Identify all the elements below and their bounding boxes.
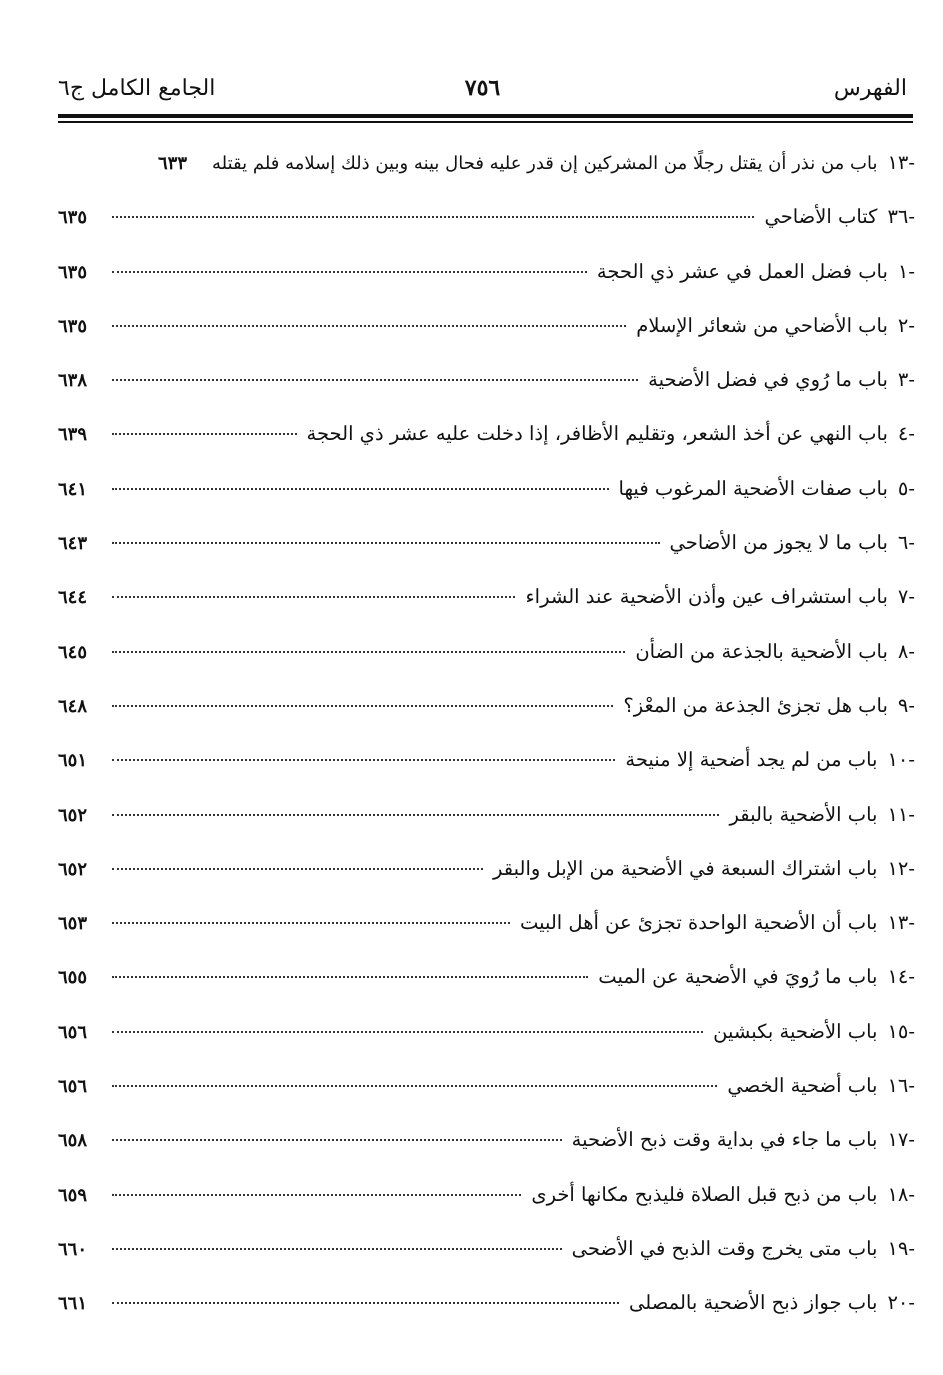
entry-leader-dots	[112, 378, 638, 381]
entry-leader-dots	[112, 921, 510, 924]
index-entry	[58, 950, 915, 1004]
entry-number: -٤	[897, 422, 915, 446]
entry-leader-dots	[112, 270, 587, 273]
entry-page: ٦٤٣	[58, 533, 88, 555]
index-entry	[58, 1168, 915, 1222]
header-section-title: الفهرس	[833, 75, 907, 101]
entry-title: باب هل تجزئ الجذعة من المعْز؟	[623, 693, 888, 717]
index-entry	[58, 1276, 915, 1330]
entry-title: باب أضحية الخصي	[727, 1074, 878, 1098]
entry-title: باب اشتراك السبعة في الأضحية من الإبل والبقر	[493, 856, 878, 880]
entry-title: باب ما رُويَ في الأضحية عن الميت	[598, 965, 878, 989]
entry-leader-dots	[112, 1030, 703, 1033]
entry-title: باب الأضحية بالجذعة من الضأن	[635, 639, 888, 663]
entry-number: -١٥	[887, 1019, 915, 1043]
entry-leader-dots	[112, 704, 613, 707]
entry-page: ٦٦١	[58, 1293, 88, 1315]
entry-title: باب من لم يجد أضحية إلا منيحة	[625, 748, 878, 772]
entry-page: ٦٥٣	[58, 913, 88, 935]
index-entry	[58, 733, 915, 787]
entry-page: ٦٣٥	[58, 207, 88, 229]
entry-leader-dots	[112, 1138, 562, 1141]
entry-leader-dots	[112, 975, 588, 978]
entry-leader-dots	[112, 595, 515, 598]
index-entry	[58, 462, 915, 516]
entry-number: -٣٦	[887, 205, 915, 229]
entry-number: -٥	[897, 476, 915, 500]
entry-page: ٦٥٦	[58, 1021, 88, 1043]
index-entry	[58, 136, 915, 190]
entry-title: باب الأضحية بالبقر	[729, 802, 878, 826]
entry-title: باب النهي عن أخذ الشعر، وتقليم الأظافر، إذا دخلت عليه عشر ذي الحجة	[306, 422, 888, 446]
entry-page: ٦٣٩	[58, 424, 88, 446]
entry-title: باب فضل العمل في عشر ذي الحجة	[596, 259, 888, 283]
entry-number: -١٤	[887, 965, 915, 989]
entry-number: -١	[897, 259, 915, 283]
entry-leader-dots	[112, 650, 625, 653]
entry-title: كتاب الأضاحي	[764, 205, 878, 229]
entry-leader-dots	[112, 487, 609, 490]
entry-page: ٦٤٤	[58, 587, 88, 609]
entry-number: -٧	[897, 585, 915, 609]
entry-page: ٦٥١	[58, 750, 88, 772]
entry-page: ٦٣٨	[58, 370, 88, 392]
header-rule-thick	[58, 114, 913, 118]
entry-number: -٩	[897, 693, 915, 717]
entry-leader-dots	[112, 432, 297, 435]
index-entry	[58, 245, 915, 299]
header-page-number: ٧٥٦	[464, 75, 501, 101]
entry-page: ٦٤٥	[58, 641, 88, 663]
entry-page: ٦٥٢	[58, 804, 88, 826]
entry-leader-dots	[112, 1193, 521, 1196]
entry-number: -١٦	[887, 1074, 915, 1098]
index-entry	[58, 570, 915, 624]
entry-number: -١٣	[887, 911, 915, 935]
entry-page: ٦٦٠	[58, 1238, 88, 1260]
entry-page: ٦٣٥	[58, 261, 88, 283]
entry-page: ٦٥٥	[58, 967, 88, 989]
entry-number: -١٠	[887, 748, 915, 772]
entry-page: ٦٤٨	[58, 695, 88, 717]
entry-number: -١٨	[887, 1182, 915, 1206]
entry-title: باب من نذر أن يقتل رجلًا من المشركين إن قدر عليه فحال بينه وبين ذلك إسلامه فلم يقتله	[211, 153, 878, 174]
entry-title: باب جواز ذبح الأضحية بالمصلى	[629, 1291, 878, 1315]
index-entry	[58, 896, 915, 950]
entry-number: -٢	[897, 313, 915, 337]
entry-title: باب أن الأضحية الواحدة تجزئ عن أهل البيت	[519, 911, 878, 935]
entry-title: باب الأضاحي من شعائر الإسلام	[636, 313, 888, 337]
header-book-title: الجامع الكامل ج٦	[58, 75, 216, 101]
entry-page: ٦٣٣	[157, 153, 187, 174]
entry-page: ٦٤١	[58, 478, 88, 500]
index-entry	[58, 1059, 915, 1113]
entry-number: -١١	[887, 802, 915, 826]
index-entry	[58, 1113, 915, 1167]
index-entry	[58, 1005, 915, 1059]
index-entry	[58, 788, 915, 842]
entry-number: -٨	[897, 639, 915, 663]
header-rule-thin	[58, 121, 913, 123]
entry-leader-dots	[112, 215, 754, 218]
index-entry	[58, 679, 915, 733]
entry-leader-dots	[112, 758, 615, 761]
index-entry	[58, 516, 915, 570]
entry-title: باب استشراف عين وأذن الأضحية عند الشراء	[525, 585, 888, 609]
entry-leader-dots	[112, 541, 660, 544]
index-entry	[58, 407, 915, 461]
index-entry	[58, 299, 915, 353]
entry-leader-dots	[112, 813, 719, 816]
entry-page: ٦٥٦	[58, 1076, 88, 1098]
entry-leader-dots	[112, 1301, 619, 1304]
entry-leader-dots	[112, 867, 483, 870]
index-entry	[58, 190, 915, 244]
entry-number: -١٩	[887, 1236, 915, 1260]
entry-number: -٦	[897, 531, 915, 555]
entry-number: -١٧	[887, 1128, 915, 1152]
entry-number: -٢٠	[887, 1291, 915, 1315]
entry-title: باب من ذبح قبل الصلاة فليذبح مكانها أخرى	[531, 1182, 878, 1206]
entry-page: ٦٣٥	[58, 315, 88, 337]
entry-leader-dots	[112, 1247, 562, 1250]
entry-number: -١٣	[887, 151, 915, 174]
index-entries	[58, 136, 915, 1331]
entry-number: -١٢	[887, 856, 915, 880]
entry-page: ٦٥٩	[58, 1184, 88, 1206]
entry-leader-dots	[112, 324, 626, 327]
entry-leader-dots	[112, 1084, 717, 1087]
index-entry	[58, 353, 915, 407]
entry-title: باب ما لا يجوز من الأضاحي	[669, 531, 888, 555]
entry-title: باب ما رُوي في فضل الأضحية	[648, 368, 888, 392]
index-entry	[58, 842, 915, 896]
page-header	[58, 70, 907, 106]
entry-title: باب الأضحية بكبشين	[713, 1019, 878, 1043]
entry-title: باب متى يخرج وقت الذبح في الأضحى	[571, 1236, 878, 1260]
index-entry	[58, 1222, 915, 1276]
index-entry	[58, 625, 915, 679]
entry-number: -٣	[897, 368, 915, 392]
entry-title: باب ما جاء في بداية وقت ذبح الأضحية	[571, 1128, 878, 1152]
entry-page: ٦٥٢	[58, 858, 88, 880]
entry-page: ٦٥٨	[58, 1130, 88, 1152]
entry-title: باب صفات الأضحية المرغوب فيها	[618, 476, 888, 500]
